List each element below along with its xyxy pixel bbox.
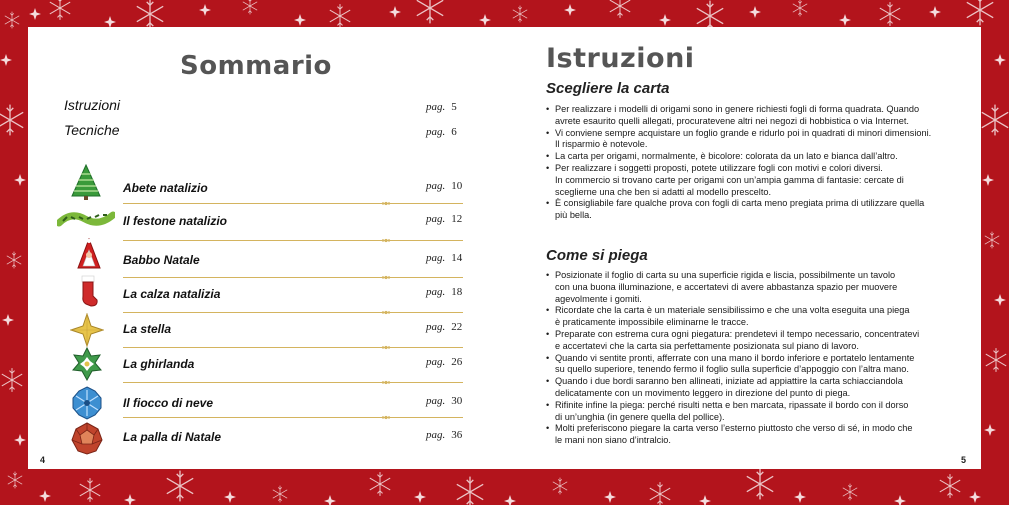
- snowflake-decoration-icon: [982, 105, 1008, 136]
- snowflake-decoration-icon: [940, 474, 960, 498]
- toc-entry-label: Il fiocco di neve: [123, 396, 214, 410]
- star-decoration-icon: [659, 14, 671, 26]
- toc-separator: [123, 312, 463, 313]
- toc-entry-page: pag. 6: [426, 126, 457, 138]
- star-decoration-icon: [749, 6, 761, 18]
- toc-entry-page: pag. 26: [426, 356, 463, 368]
- snowflake-decoration-icon: [50, 0, 70, 20]
- star-decoration-icon: [199, 4, 211, 16]
- star-decoration-icon: [604, 491, 616, 503]
- toc-title: Sommario: [180, 51, 332, 81]
- snowflake-decoration-icon: [747, 469, 773, 500]
- instructions-title: Istruzioni: [546, 43, 695, 74]
- toc-separator: [123, 382, 463, 383]
- star-decoration-icon: [929, 6, 941, 18]
- snowflake-decoration-icon: [8, 472, 22, 489]
- section-heading-scegliere-la-carta: Scegliere la carta: [546, 80, 670, 97]
- snowflake-decoration-icon: [457, 477, 483, 505]
- instruction-bullet: • Quando vi sentite pronti, afferrate con una mano il bordo inferiore e portatelo lentamente su quello superiore, tenendo fermo il foglio sulla superficie d’appoggio con l’altra mano.: [546, 353, 966, 377]
- star-decoration-icon: [984, 424, 996, 436]
- snowflake-decoration-icon: [167, 471, 193, 502]
- snowflake-decoration-icon: [80, 478, 100, 502]
- snowflake-icon: [70, 386, 104, 425]
- snowflake-decoration-icon: [137, 0, 163, 29]
- toc-entry-label: Babbo Natale: [123, 253, 200, 267]
- christmas-ball-icon: [70, 421, 104, 460]
- star-decoration-icon: [0, 54, 12, 66]
- star-decoration-icon: [39, 490, 51, 502]
- section-heading-come-si-piega: Come si piega: [546, 247, 648, 264]
- instruction-bullet: • Molti preferiscono piegare la carta verso l’esterno piuttosto che verso di sé, in modo che le mani non siano d’intralcio.: [546, 423, 966, 447]
- snowflake-decoration-icon: [986, 348, 1006, 372]
- instruction-bullet: • Per realizzare i soggetti proposti, potete utilizzare fogli con motivi e colori diversi. In commercio si trovano carte per origami con un’ampia gamma di fantasie: cercate di sceglierne una che ben si adatti al modello prescelto.: [546, 163, 966, 198]
- instruction-bullet: • Vi conviene sempre acquistare un foglio grande e ridurlo poi in quadrati di minori dimensioni. Il risparmio è notevole.: [546, 128, 966, 152]
- toc-separator: [123, 277, 463, 278]
- star-decoration-icon: [982, 174, 994, 186]
- star-decoration-icon: [414, 491, 426, 503]
- toc-entry-page: pag. 12: [426, 213, 463, 225]
- snowflake-decoration-icon: [370, 472, 390, 496]
- snowflake-decoration-icon: [243, 0, 257, 14]
- instruction-bullet: • Preparate con estrema cura ogni piegatura: prendetevi il tempo necessario, concentratevi e accertatevi che la carta sia perfettamente posizionata sul piano di lavoro.: [546, 329, 966, 353]
- bullet-list-come-si-piega: [546, 270, 966, 447]
- snowflake-decoration-icon: [650, 482, 670, 505]
- toc-entry-label: Il festone natalizio: [123, 214, 228, 228]
- toc-entry-page: pag. 36: [426, 429, 463, 441]
- toc-separator: [123, 203, 463, 204]
- snowflake-decoration-icon: [273, 486, 287, 503]
- toc-entry-label: La ghirlanda: [123, 357, 195, 371]
- instruction-bullet: • Per realizzare i modelli di origami sono in genere richiesti fogli di forma quadrata. Quando avrete esaurito quelli allegati, procuratevene altri nei negozi di hobbistica o via Internet.: [546, 104, 966, 128]
- toc-separator: [123, 240, 463, 241]
- star-decoration-icon: [14, 174, 26, 186]
- toc-entry-page: pag. 18: [426, 286, 463, 298]
- snowflake-decoration-icon: [793, 0, 807, 16]
- snowflake-decoration-icon: [417, 0, 443, 23]
- instructions-page: [505, 27, 981, 469]
- page-number-left: 4: [40, 455, 46, 465]
- star-decoration-icon: [294, 14, 306, 26]
- star-decoration-icon: [994, 54, 1006, 66]
- snowflake-decoration-icon: [843, 484, 857, 501]
- snowflake-decoration-icon: [967, 0, 993, 25]
- toc-entry-page: pag. 22: [426, 321, 463, 333]
- star-decoration-icon: [29, 8, 41, 20]
- snowflake-decoration-icon: [0, 105, 23, 136]
- star-decoration-icon: [969, 491, 981, 503]
- snowflake-decoration-icon: [330, 4, 350, 28]
- table-of-contents-page: [28, 27, 505, 469]
- toc-entry-page: pag. 14: [426, 252, 463, 264]
- santa-claus-icon: [76, 238, 102, 277]
- star-decoration-icon: [994, 294, 1006, 306]
- instruction-bullet: • È consigliabile fare qualche prova con fogli di carta meno pregiata prima di utilizzare quella più bella.: [546, 198, 966, 222]
- snowflake-decoration-icon: [2, 368, 22, 392]
- toc-separator: [123, 417, 463, 418]
- garland-festoon-icon: [57, 209, 115, 234]
- star-decoration-icon: [504, 495, 516, 505]
- wreath-icon: [70, 347, 104, 386]
- toc-entry-page: pag. 10: [426, 180, 463, 192]
- toc-entry-label: Abete natalizio: [123, 181, 208, 195]
- christmas-tree-icon: [70, 164, 102, 205]
- snowflake-decoration-icon: [7, 252, 21, 269]
- star-decoration-icon: [564, 4, 576, 16]
- toc-entry-page: pag. 30: [426, 395, 463, 407]
- star-decoration-icon: [324, 495, 336, 505]
- star-decoration-icon: [124, 494, 136, 505]
- page-number-right: 5: [961, 455, 967, 465]
- star-decoration-icon: [2, 314, 14, 326]
- christmas-stocking-icon: [76, 274, 100, 313]
- snowflake-decoration-icon: [553, 478, 567, 495]
- snowflake-decoration-icon: [610, 0, 630, 18]
- instruction-bullet: • Rifinite infine la piega: perché risulti netta e ben marcata, ripassate il bordo con il dorso di un’unghia (in genere quella del pollice).: [546, 400, 966, 424]
- snowflake-decoration-icon: [880, 2, 900, 26]
- star-decoration-icon: [794, 491, 806, 503]
- toc-separator: [123, 347, 463, 348]
- snowflake-decoration-icon: [513, 6, 527, 23]
- star-decoration-icon: [389, 6, 401, 18]
- toc-entry-label: Tecniche: [64, 122, 120, 138]
- star-decoration-icon: [14, 434, 26, 446]
- star-decoration-icon: [479, 14, 491, 26]
- snowflake-decoration-icon: [5, 12, 19, 29]
- toc-entry-label: Istruzioni: [64, 97, 121, 113]
- toc-entry-label: La calza natalizia: [123, 287, 221, 301]
- star-decoration-icon: [699, 495, 711, 505]
- star-decoration-icon: [839, 14, 851, 26]
- toc-entry-page: pag. 5: [426, 101, 457, 113]
- star-decoration-icon: [894, 495, 906, 505]
- instruction-bullet: • La carta per origami, normalmente, è bicolore: colorata da un lato e bianca dall’altro.: [546, 151, 966, 163]
- toc-entry-label: La stella: [123, 322, 172, 336]
- toc-entry-label: La palla di Natale: [123, 430, 222, 444]
- instruction-bullet: • Quando i due bordi saranno ben allineati, iniziate ad appiattire la carta schiacciandola delicatamente con un movimento leggero in direzione del punto di piega.: [546, 376, 966, 400]
- snowflake-decoration-icon: [985, 232, 999, 249]
- instruction-bullet: • Posizionate il foglio di carta su una superficie rigida e liscia, possibilmente un tavolo con una buona illuminazione, e accertatevi di avere abbastanza spazio per muovere agevolmente i gomiti.: [546, 270, 966, 305]
- bullet-list-scegliere-la-carta: [546, 104, 966, 222]
- star-decoration-icon: [224, 491, 236, 503]
- instruction-bullet: • Ricordate che la carta è un materiale sensibilissimo e che una volta eseguita una piega è praticamente impossibile eliminarne le tracce.: [546, 305, 966, 329]
